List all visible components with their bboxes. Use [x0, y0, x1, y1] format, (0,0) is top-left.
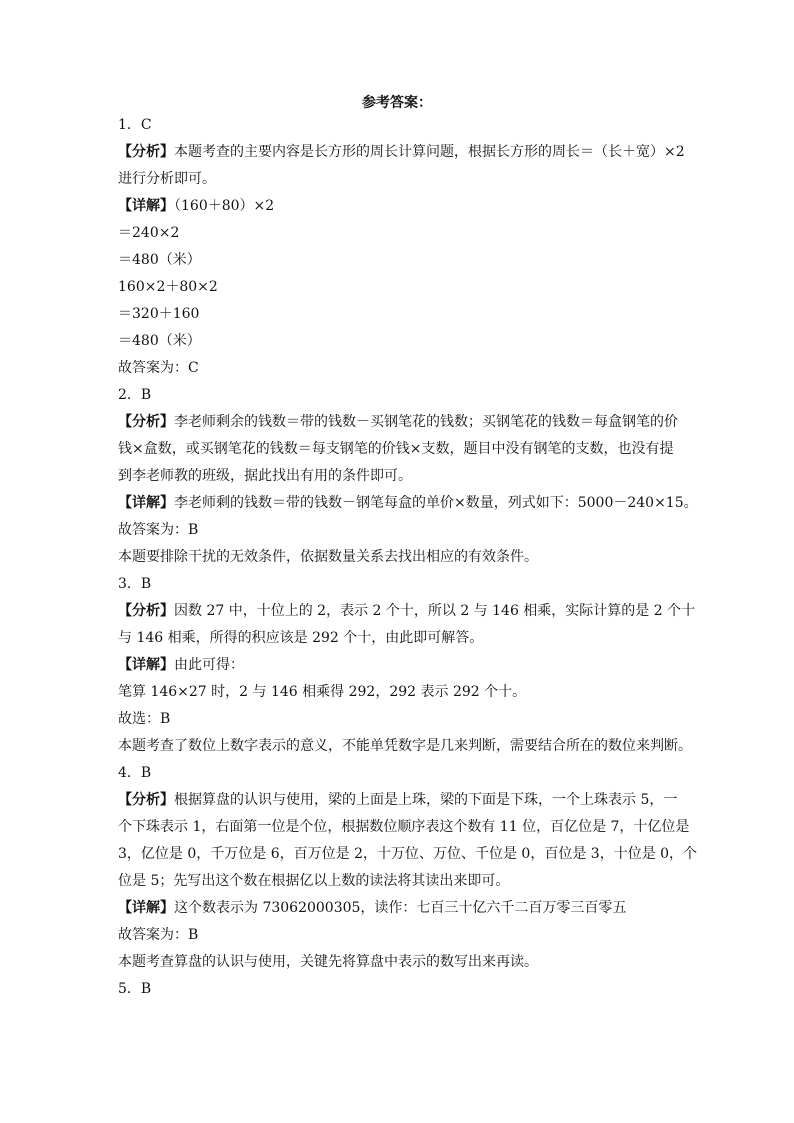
analysis-line: 与 146 相乘，所得的积应该是 292 个十，由此即可解答。	[118, 630, 484, 646]
detail-line: ＝480（米）	[118, 252, 201, 268]
analysis-line	[118, 409, 680, 436]
question-number: 1．C	[118, 117, 152, 133]
answer-line: 故答案为：C	[118, 360, 199, 376]
detail-line	[118, 895, 680, 922]
detail-tag: 【详解】	[118, 900, 174, 916]
analysis-line: 钱×盒数，或买钢笔花的钱数＝每支钢笔的价钱×支数，题目中没有钢笔的支数，也没有提	[118, 441, 674, 457]
detail-text: 这个数表示为 73062000305，读作：七百三十亿六千二百万零三百零五	[174, 900, 627, 916]
answer-line: 故答案为：B	[118, 522, 199, 538]
analysis-text: 李老师剩余的钱数＝带的钱数－买钢笔花的钱数；买钢笔花的钱数＝每盒钢笔的价	[174, 414, 678, 430]
analysis-line: 位是 5；先写出这个数在根据亿以上数的读法将其读出来即可。	[118, 873, 510, 889]
analysis-text: 因数 27 中，十位上的 2，表示 2 个十，所以 2 与 146 相乘，实际计算的是 2 个十	[174, 603, 696, 619]
detail-line	[118, 652, 680, 679]
analysis-line: 个下珠表示 1，右面第一位是个位，根据数位顺序表这个数有 11 位，百亿位是 7，十亿位是	[118, 819, 690, 835]
detail-tag: 【详解】	[118, 198, 174, 214]
detail-line: 160×2＋80×2	[118, 279, 218, 295]
analysis-line: 到李老师教的班级，据此找出有用的条件即可。	[118, 468, 412, 484]
question-number: 5．B	[118, 981, 152, 997]
detail-line	[118, 490, 698, 517]
answer-line: 故选：B	[118, 711, 171, 727]
detail-line: 笔算 146×27 时，2 与 146 相乘得 292，292 表示 292 个十。	[118, 684, 527, 700]
detail-text: 李老师剩的钱数＝带的钱数－钢笔每盒的单价×数量，列式如下：5000－240×15。	[174, 495, 698, 511]
analysis-line	[118, 787, 680, 814]
detail-line: ＝320＋160	[118, 306, 200, 322]
analysis-line	[118, 139, 685, 166]
detail-line	[118, 193, 680, 220]
analysis-line	[118, 598, 696, 625]
analysis-tag: 【分析】	[118, 414, 174, 430]
question-number: 2．B	[118, 387, 152, 403]
question-number: 3．B	[118, 576, 152, 592]
analysis-line: 进行分析即可。	[118, 171, 216, 187]
answer-content	[118, 112, 698, 1003]
page-title: 参考答案：	[362, 95, 432, 111]
detail-text: 由此可得：	[174, 657, 244, 673]
answer-line: 故答案为：B	[118, 927, 199, 943]
detail-line: ＝480（米）	[118, 333, 201, 349]
analysis-text: 根据算盘的认识与使用，梁的上面是上珠，梁的下面是下珠，一个上珠表示 5，一	[174, 792, 678, 808]
analysis-tag: 【分析】	[118, 603, 174, 619]
comment-line: 本题要排除干扰的无效条件，依据数量关系去找出相应的有效条件。	[118, 549, 538, 565]
detail-line: ＝240×2	[118, 225, 180, 241]
analysis-tag: 【分析】	[118, 792, 174, 808]
question-number: 4．B	[118, 765, 152, 781]
comment-line: 本题考查了数位上数字表示的意义，不能单凭数字是几来判断，需要结合所在的数位来判断。	[118, 738, 692, 754]
analysis-tag: 【分析】	[118, 144, 174, 160]
analysis-text: 本题考查的主要内容是长方形的周长计算问题，根据长方形的周长＝（长＋宽）×2	[174, 144, 685, 160]
detail-tag: 【详解】	[118, 495, 174, 511]
detail-text: （160＋80）×2	[174, 198, 275, 214]
detail-tag: 【详解】	[118, 657, 174, 673]
analysis-line: 3，亿位是 0，千万位是 6，百万位是 2，十万位、万位、千位是 0，百位是 3，十位是 0，个	[118, 846, 698, 862]
comment-line: 本题考查算盘的认识与使用，关键先将算盘中表示的数写出来再读。	[118, 954, 538, 970]
